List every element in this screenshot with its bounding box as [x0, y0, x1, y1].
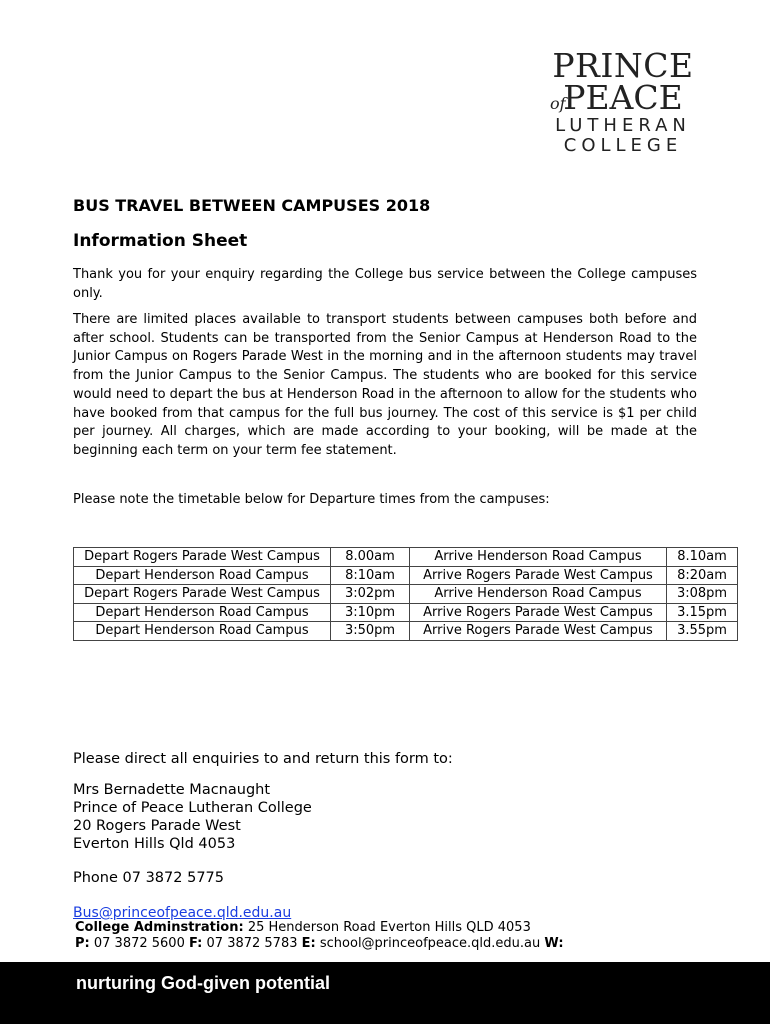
footer-web-label: W:	[544, 936, 564, 951]
arrive-time-cell: 3:08pm	[667, 585, 738, 604]
arrive-cell: Arrive Rogers Parade West Campus	[410, 622, 667, 641]
depart-cell: Depart Henderson Road Campus	[74, 622, 331, 641]
depart-time-cell: 3:02pm	[331, 585, 410, 604]
arrive-cell: Arrive Rogers Parade West Campus	[410, 566, 667, 585]
depart-time-cell: 3:10pm	[331, 603, 410, 622]
intro-paragraph: Thank you for your enquiry regarding the College bus service between the College campuses only.	[73, 267, 697, 301]
contact-street: 20 Rogers Parade West	[73, 818, 241, 834]
arrive-time-cell: 8.10am	[667, 548, 738, 567]
logo-line-peace	[548, 78, 698, 117]
depart-cell: Depart Henderson Road Campus	[74, 603, 331, 622]
footer-admin-line	[75, 920, 531, 935]
depart-time-cell: 8:10am	[331, 566, 410, 585]
contact-phone: Phone 07 3872 5775	[73, 870, 224, 886]
timetable-table	[73, 547, 738, 641]
footer-admin-label: College Adminstration:	[75, 920, 244, 935]
contact-suburb: Everton Hills Qld 4053	[73, 836, 236, 852]
college-logo	[548, 46, 698, 156]
footer-phone: 07 3872 5600	[93, 936, 185, 951]
contact-org: Prince of Peace Lutheran College	[73, 800, 312, 816]
contact-address	[73, 781, 312, 853]
depart-cell: Depart Henderson Road Campus	[74, 566, 331, 585]
footer-fax-label: F:	[189, 936, 203, 951]
footer-email: school@princeofpeace.qld.edu.au	[319, 936, 541, 951]
table-row	[74, 603, 738, 622]
logo-of: of	[550, 94, 566, 113]
footer-tagline: nurturing God-given potential	[76, 973, 330, 993]
logo-peace: PEACE	[563, 78, 683, 117]
page-title: BUS TRAVEL BETWEEN CAMPUSES 2018	[73, 196, 431, 215]
logo-line-prince: PRINCE	[552, 46, 694, 85]
table-row	[74, 566, 738, 585]
table-row	[74, 548, 738, 567]
footer-band	[0, 962, 770, 1024]
timetable-note: Please note the timetable below for Departure times from the campuses:	[73, 492, 550, 507]
arrive-cell: Arrive Henderson Road Campus	[410, 548, 667, 567]
table-row	[74, 622, 738, 641]
depart-cell: Depart Rogers Parade West Campus	[74, 585, 331, 604]
contact-name: Mrs Bernadette Macnaught	[73, 782, 271, 798]
logo-line-college: COLLEGE	[563, 135, 683, 156]
page-subtitle: Information Sheet	[73, 231, 248, 251]
footer-phone-label: P:	[75, 936, 90, 951]
table-row	[74, 585, 738, 604]
arrive-time-cell: 3.15pm	[667, 603, 738, 622]
depart-cell: Depart Rogers Parade West Campus	[74, 548, 331, 567]
footer-email-label: E:	[301, 936, 316, 951]
arrive-time-cell: 8:20am	[667, 566, 738, 585]
details-paragraph: There are limited places available to transport students between campuses both before and after school. Students can be transported from the Senior Campus at Henderson Road to the Junior Campus on Rogers Parade West in the morning and in the afternoon students may travel from the Junior Campus to the Senior Campus. The students who are booked for this service would need to depart the bus at Henderson Road in the afternoon to allow for the students who have booked from that campus for the full bus journey. The cost of this service is $1 per child per journey. All charges, which are made according to your booking, will be made at the beginning each term on your term fee statement.	[73, 312, 697, 458]
arrive-cell: Arrive Henderson Road Campus	[410, 585, 667, 604]
depart-time-cell: 3:50pm	[331, 622, 410, 641]
enquiries-heading: Please direct all enquiries to and return this form to:	[73, 751, 453, 767]
logo-line-lutheran: LUTHERAN	[555, 115, 691, 136]
depart-time-cell: 8.00am	[331, 548, 410, 567]
footer-contact-line	[75, 936, 564, 951]
contact-email-link[interactable]: Bus@princeofpeace.qld.edu.au	[73, 905, 292, 921]
footer-fax: 07 3872 5783	[206, 936, 298, 951]
arrive-time-cell: 3.55pm	[667, 622, 738, 641]
arrive-cell: Arrive Rogers Parade West Campus	[410, 603, 667, 622]
footer-admin-address: 25 Henderson Road Everton Hills QLD 4053	[247, 920, 531, 935]
